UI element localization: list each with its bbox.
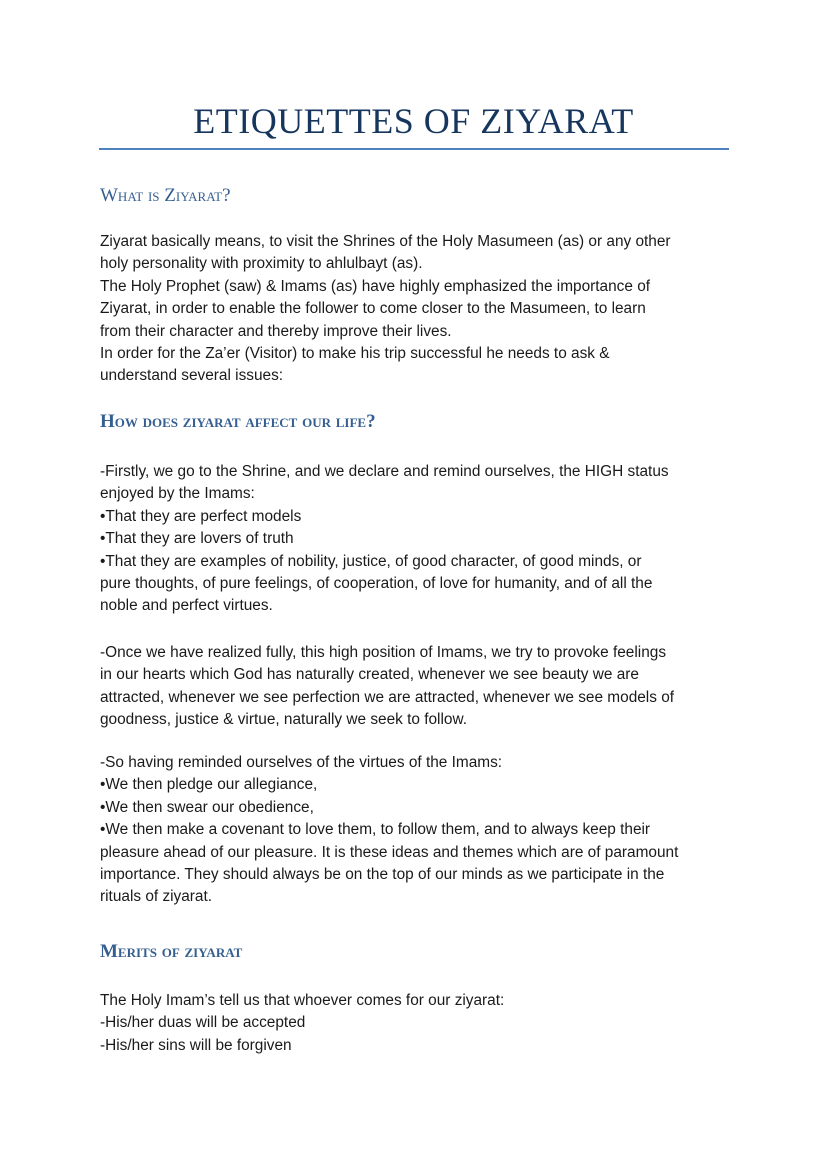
text-line: importance. They should always be on the top of our minds as we participate in the bbox=[100, 866, 665, 884]
paragraph-merits bbox=[100, 990, 740, 1057]
bullet-item: •We then pledge our allegiance, bbox=[100, 776, 318, 794]
document-title: ETIQUETTES OF ZIYARAT bbox=[193, 101, 634, 141]
text-line: pleasure ahead of our pleasure. It is these ideas and themes which are of paramount bbox=[100, 843, 679, 861]
text-line: In order for the Za’er (Visitor) to make his trip successful he needs to ask & bbox=[100, 345, 610, 363]
text-line: pure thoughts, of pure feelings, of cooperation, of love for humanity, and of all the bbox=[100, 575, 653, 593]
text-line: holy personality with proximity to ahlulbayt (as). bbox=[100, 255, 423, 273]
text-line: in our hearts which God has naturally created, whenever we see beauty we are bbox=[100, 666, 639, 684]
text-line: The Holy Prophet (saw) & Imams (as) have highly emphasized the importance of bbox=[100, 277, 651, 295]
section-heading-what-is-ziyarat: What is Ziyarat? bbox=[100, 185, 231, 206]
section-heading-how-ziyarat-affects: How does ziyarat affect our life? bbox=[100, 411, 376, 432]
text-line: from their character and thereby improve their lives. bbox=[100, 322, 452, 340]
bullet-item: •That they are examples of nobility, justice, of good character, of good minds, or bbox=[100, 552, 642, 570]
text-line: Ziyarat, in order to enable the follower to come closer to the Masumeen, to learn bbox=[100, 300, 646, 318]
paragraph-what-is-ziyarat bbox=[100, 231, 740, 388]
text-line: Ziyarat basically means, to visit the Shrines of the Holy Masumeen (as) or any other bbox=[100, 233, 671, 250]
text-line: attracted, whenever we see perfection we are attracted, whenever we see models of bbox=[100, 688, 675, 706]
paragraph-allegiance bbox=[100, 752, 740, 909]
text-line: goodness, justice & virtue, naturally we seek to follow. bbox=[100, 711, 468, 729]
text-line: The Holy Imam’s tell us that whoever comes for our ziyarat: bbox=[100, 992, 505, 1009]
bullet-item: •That they are perfect models bbox=[100, 507, 302, 525]
text-line: -Once we have realized fully, this high position of Imams, we try to provoke feelings bbox=[100, 644, 667, 661]
bullet-item: •We then swear our obedience, bbox=[100, 798, 314, 816]
text-line: enjoyed by the Imams: bbox=[100, 485, 255, 503]
text-line: understand several issues: bbox=[100, 367, 284, 385]
paragraph-high-status bbox=[100, 461, 740, 618]
bullet-item: •We then make a covenant to love them, to follow them, and to always keep their bbox=[100, 821, 651, 839]
list-item: -His/her duas will be accepted bbox=[100, 1014, 306, 1032]
section-heading-merits: Merits of ziyarat bbox=[100, 941, 243, 962]
bullet-item: •That they are lovers of truth bbox=[100, 530, 294, 548]
text-line: rituals of ziyarat. bbox=[100, 888, 213, 906]
list-item: -His/her sins will be forgiven bbox=[100, 1036, 292, 1054]
title-underline bbox=[99, 148, 729, 150]
text-line: noble and perfect virtues. bbox=[100, 597, 273, 615]
paragraph-provoke-feelings bbox=[100, 642, 740, 732]
text-line: -So having reminded ourselves of the virtues of the Imams: bbox=[100, 754, 503, 771]
text-line: -Firstly, we go to the Shrine, and we declare and remind ourselves, the HIGH status bbox=[100, 463, 669, 480]
